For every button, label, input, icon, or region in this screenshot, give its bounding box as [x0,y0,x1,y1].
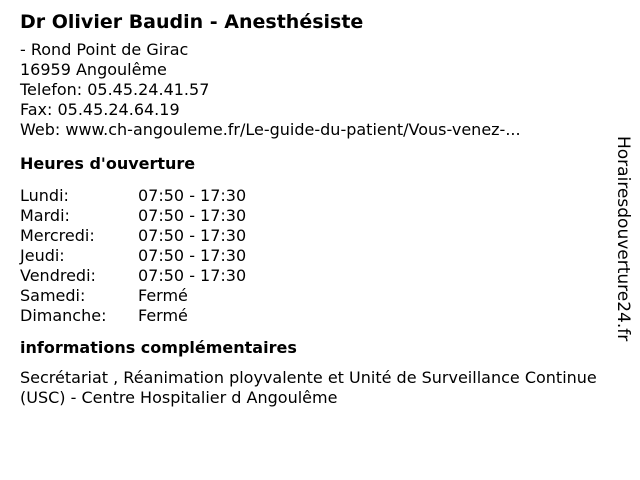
hours-row-sunday [20,306,610,326]
day-label: Vendredi: [20,266,96,285]
day-label: Samedi: [20,286,86,305]
day-label: Lundi: [20,186,69,205]
time-value: 07:50 - 17:30 [138,266,247,285]
info-heading: informations complémentaires [20,338,297,357]
side-brand-text: Horairesdouverture24.fr [613,136,633,342]
hours-row-thursday [20,246,610,266]
day-label: Jeudi: [20,246,65,265]
time-value: Fermé [138,306,188,325]
time-value: Fermé [138,286,188,305]
time-value: 07:50 - 17:30 [138,246,247,265]
fax-line: Fax: 05.45.24.64.19 [20,100,180,119]
time-value: 07:50 - 17:30 [138,186,247,205]
hours-row-saturday [20,286,610,306]
city-line: 16959 Angoulême [20,60,167,79]
listing-card [20,10,610,408]
time-value: 07:50 - 17:30 [138,206,247,225]
hours-table [20,186,610,326]
hours-row-wednesday [20,226,610,246]
street-line: - Rond Point de Girac [20,40,189,59]
day-label: Mercredi: [20,226,95,245]
hours-heading: Heures d'ouverture [20,154,196,173]
web-line: Web: www.ch-angouleme.fr/Le-guide-du-patient/Vous-venez-... [20,120,521,139]
page-title: Dr Olivier Baudin - Anesthésiste [20,11,364,33]
hours-row-tuesday [20,206,610,226]
phone-line: Telefon: 05.45.24.41.57 [20,80,210,99]
hours-row-friday [20,266,610,286]
day-label: Dimanche: [20,306,107,325]
day-label: Mardi: [20,206,70,225]
time-value: 07:50 - 17:30 [138,226,247,245]
hours-row-monday [20,186,610,206]
info-text: Secrétariat , Réanimation ployvalente et Unité de Surveillance Continue (USC) - Centre Hospitalier d Angoulême [20,368,597,407]
address-block [20,40,610,140]
